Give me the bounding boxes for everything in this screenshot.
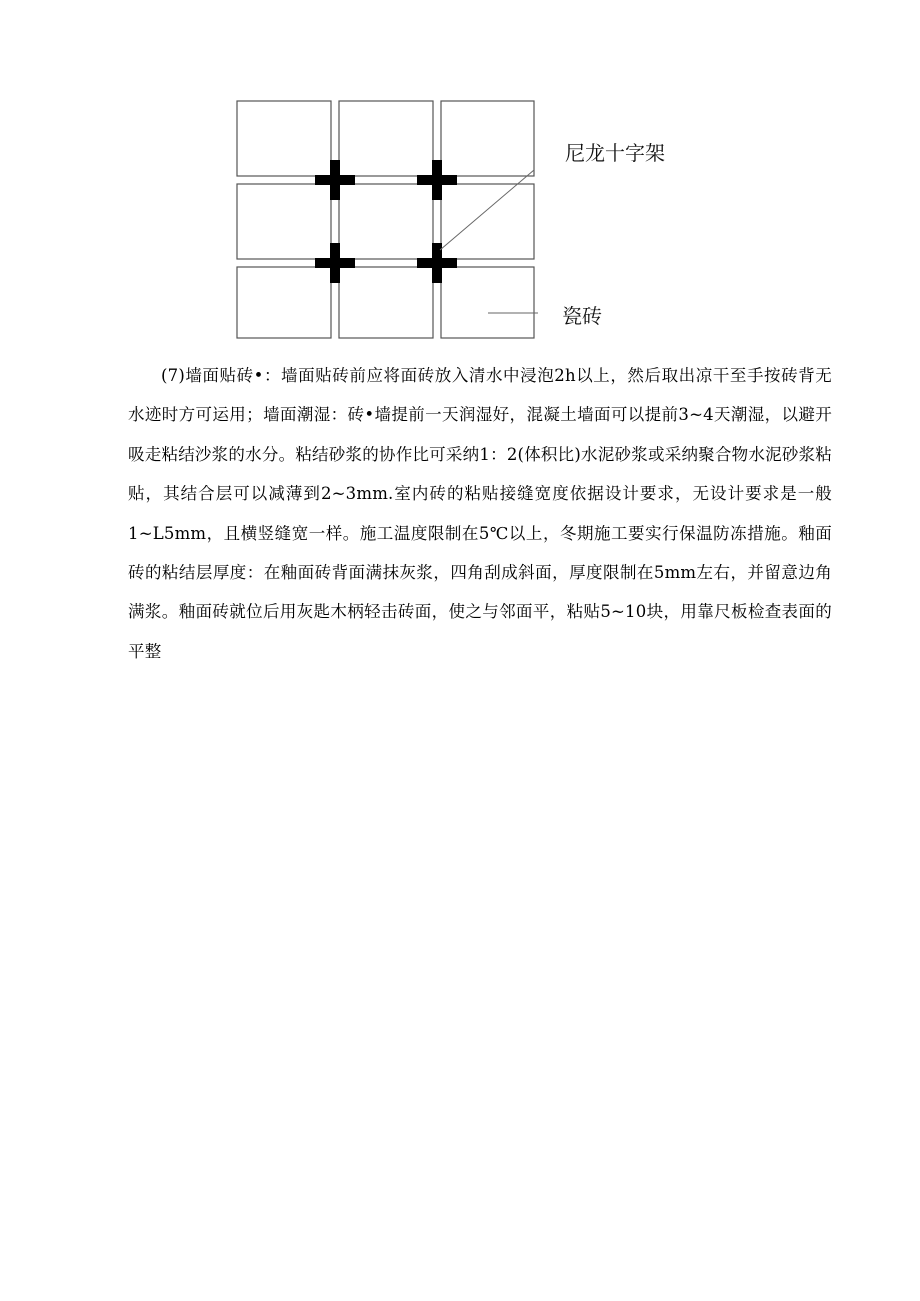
label-nylon-cross: 尼龙十字架 [565,141,665,165]
tile [237,184,331,259]
label-tile: 瓷砖 [562,304,602,328]
tile [441,267,534,338]
tile [237,267,331,338]
tile-grid [237,101,534,338]
tile-grid-svg [0,0,920,350]
tile [441,101,534,176]
tile [339,267,433,338]
tile [441,184,534,259]
body-text [128,356,832,671]
tile [237,101,331,176]
paragraph-wall-tiling: (7)墙面贴砖•：墙面贴砖前应将面砖放入清水中浸泡2h以上，然后取出凉干至手按砖背无水迹时方可运用；墙面潮湿：砖•墙提前一天润湿好，混凝土墙面可以提前3~4天潮湿，以避开吸走粘结沙浆的水分。粘结砂浆的协作比可采纳1：2(体积比)水泥砂浆或采纳聚合物水泥砂浆粘贴，其结合层可以减薄到2~3mm.室内砖的粘贴接缝宽度依据设计要求，无设计要求是一般1~L5mm，且横竖缝宽一样。施工温度限制在5℃以上，冬期施工要实行保温防冻措施。釉面砖的粘结层厚度：在釉面砖背面满抹灰浆，四角刮成斜面，厚度限制在5mm左右，并留意边角满浆。釉面砖就位后用灰匙木柄轻击砖面，使之与邻面平，粘贴5~10块，用靠尺板检查表面的平整 [128,366,832,661]
tile [339,184,433,259]
tile-layout-diagram [0,0,920,350]
tile [339,101,433,176]
